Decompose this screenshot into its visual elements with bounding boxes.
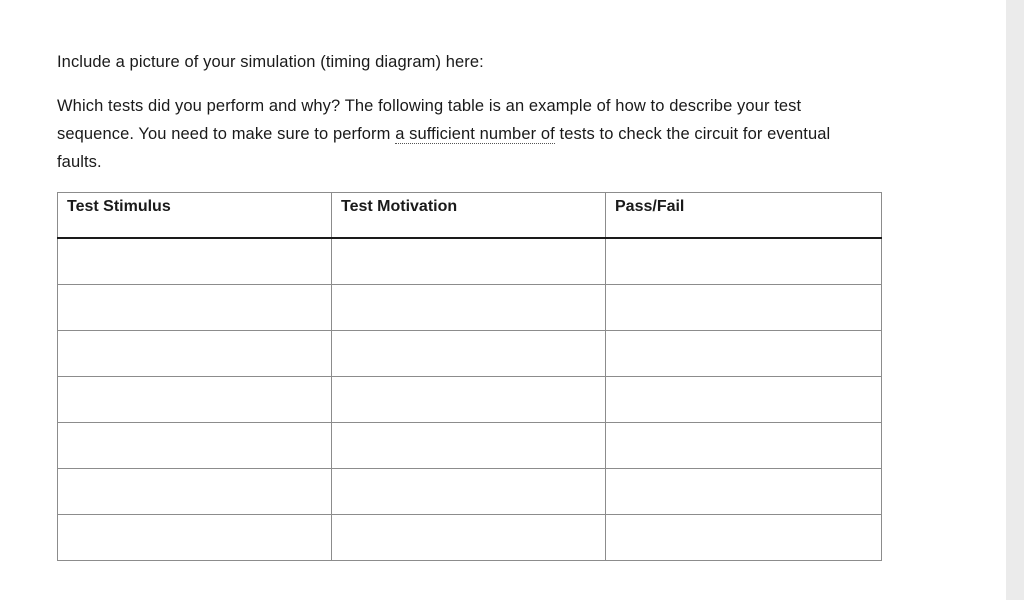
table-cell[interactable] bbox=[606, 376, 882, 422]
instruction-text-end: tests to check the circuit for eventual faults. bbox=[57, 125, 831, 171]
table-cell[interactable] bbox=[606, 330, 882, 376]
table-cell[interactable] bbox=[58, 238, 332, 285]
table-cell[interactable] bbox=[58, 468, 332, 514]
instruction-tests bbox=[57, 92, 877, 176]
table-cell[interactable] bbox=[606, 284, 882, 330]
table-cell[interactable] bbox=[58, 422, 332, 468]
spellcheck-marked-phrase[interactable]: a sufficient number of bbox=[395, 125, 555, 143]
table-cell[interactable] bbox=[606, 422, 882, 468]
table-cell[interactable] bbox=[58, 284, 332, 330]
table-cell[interactable] bbox=[332, 330, 606, 376]
table-cell[interactable] bbox=[58, 376, 332, 422]
header-test-stimulus[interactable]: Test Stimulus bbox=[58, 193, 332, 238]
table-cell[interactable] bbox=[332, 468, 606, 514]
table-cell[interactable] bbox=[606, 468, 882, 514]
table-row bbox=[58, 468, 882, 514]
table-cell[interactable] bbox=[332, 514, 606, 560]
table-cell[interactable] bbox=[606, 238, 882, 285]
header-pass-fail[interactable]: Pass/Fail bbox=[606, 193, 882, 238]
table-cell[interactable] bbox=[606, 514, 882, 560]
table-row bbox=[58, 422, 882, 468]
table-row bbox=[58, 284, 882, 330]
table-row bbox=[58, 514, 882, 560]
header-test-motivation[interactable]: Test Motivation bbox=[332, 193, 606, 238]
scrollbar-gutter[interactable] bbox=[1006, 0, 1024, 600]
table-cell[interactable] bbox=[332, 238, 606, 285]
table-cell[interactable] bbox=[58, 514, 332, 560]
table-cell[interactable] bbox=[332, 376, 606, 422]
table-cell[interactable] bbox=[332, 284, 606, 330]
table-cell[interactable] bbox=[58, 330, 332, 376]
table-row bbox=[58, 376, 882, 422]
instruction-text-start: Which tests did you perform and why? The following table is an example of how to describe your test sequence. You need to make sure to perform bbox=[57, 97, 802, 143]
table-row bbox=[58, 330, 882, 376]
test-table bbox=[57, 192, 882, 561]
table-row bbox=[58, 238, 882, 285]
table-header-row bbox=[58, 193, 882, 238]
instruction-picture: Include a picture of your simulation (timing diagram) here: bbox=[57, 53, 484, 71]
table-cell[interactable] bbox=[332, 422, 606, 468]
